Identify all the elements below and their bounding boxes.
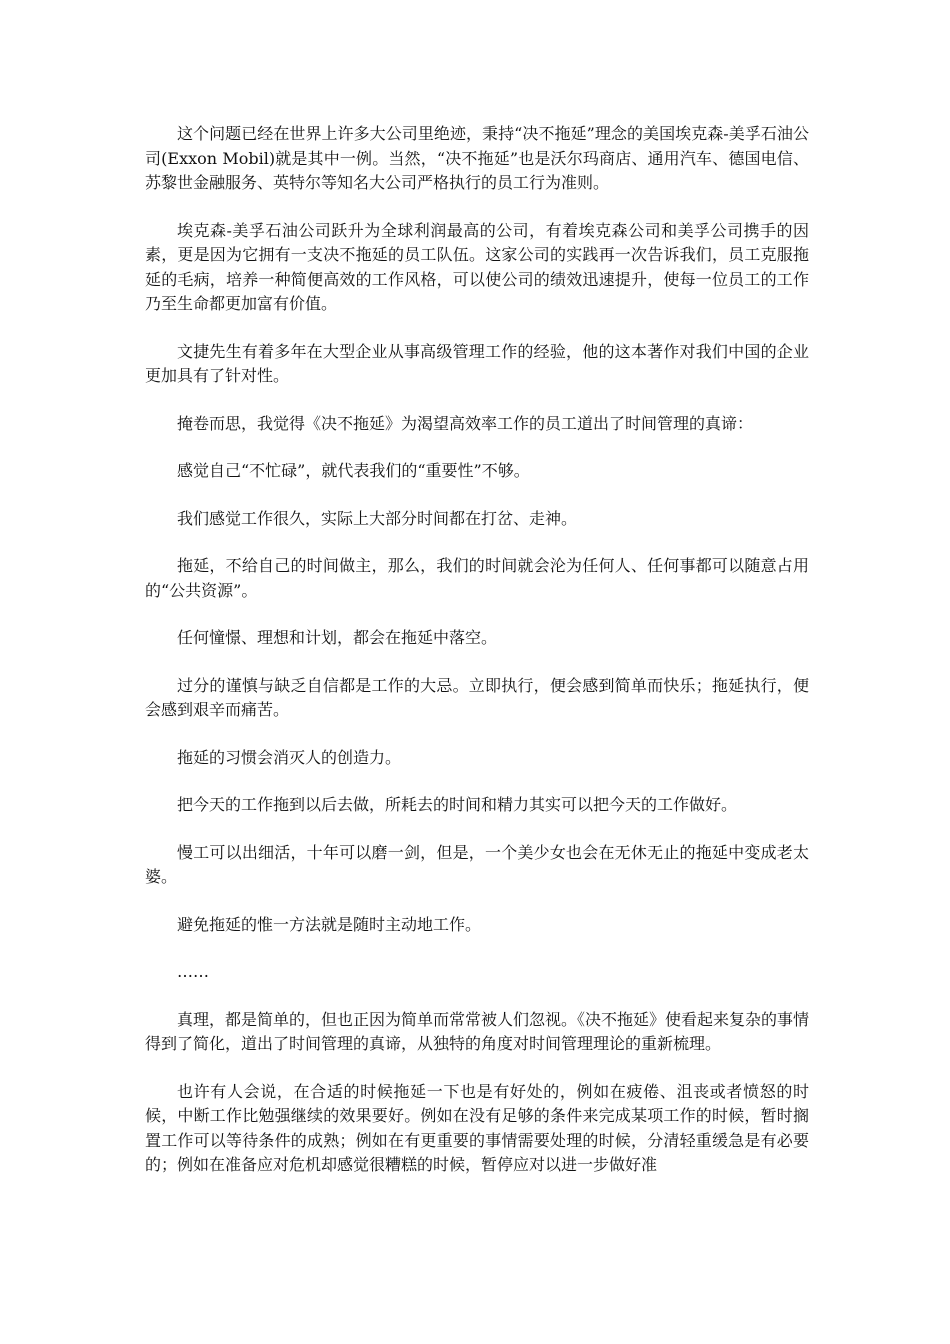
paragraph-caution: 过分的谨慎与缺乏自信都是工作的大忌。立即执行，便会感到简单而快乐；拖延执行，便会感到艰辛而痛苦。 [145,675,809,719]
paragraph-author-experience: 文捷先生有着多年在大型企业从事高级管理工作的经验，他的这本著作对我们中国的企业更加具有了针对性。 [145,341,809,385]
paragraph-plans-fail: 任何憧憬、理想和计划，都会在拖延中落空。 [177,628,498,647]
paragraph-distraction: 我们感觉工作很久，实际上大部分时间都在打岔、走神。 [177,508,578,528]
document-body [145,122,809,1201]
paragraph-creativity: 拖延的习惯会消灭人的创造力。 [177,747,402,767]
paragraph-exxon-profit: 埃克森-美孚石油公司跃升为全球利润最高的公司，有着埃克森公司和美孚公司携手的因素，更是因为它拥有一支决不拖延的员工队伍。这家公司的实践再一次告诉我们，员工克服拖延的毛病，培养一种简便高效的工作风格，可以使公司的绩效迅速提升，使每一位员工的工作乃至生命都更加富有价值。 [145,220,809,313]
paragraph-only-method: 避免拖延的惟一方法就是随时主动地工作。 [177,914,482,934]
paragraph-benefits-of-delay: 也许有人会说，在合适的时候拖延一下也是有好处的，例如在疲倦、沮丧或者愤怒的时候，中断工作比勉强继续的效果要好。例如在没有足够的条件来完成某项工作的时候，暂时搁置工作可以等待条件的成熟；例如在有更重要的事情需要处理的时候，分清轻重缓急是有必要的；例如在准备应对危机却感觉很糟糕的时候，暂停应对以进一步做好准 [145,1081,809,1174]
paragraph-exxon-intro: 这个问题已经在世界上许多大公司里绝迹，秉持“决不拖延”理念的美国埃克森-美孚石油公司(Exxon Mobil)就是其中一例。当然，“决不拖延”也是沃尔玛商店、通用汽车、德国电信、苏黎世金融服务、英特尔等知名大公司严格执行的员工行为准则。 [145,124,809,192]
paragraph-ellipsis: …… [177,962,209,981]
paragraph-truth: 真理，都是简单的，但也正因为简单而常常被人们忽视。《决不拖延》使看起来复杂的事情得到了简化，道出了时间管理的真谛，从独特的角度对时间管理理论的重新梳理。 [145,1009,810,1053]
paragraph-not-busy: 感觉自己“不忙碌”，就代表我们的“重要性”不够。 [177,461,530,480]
paragraph-reflection: 掩卷而思，我觉得《决不拖延》为渴望高效率工作的员工道出了时间管理的真谛： [177,413,754,433]
paragraph-public-resource: 拖延，不给自己的时间做主，那么，我们的时间就会沦为任何人、任何事都可以随意占用的“公共资源”。 [145,556,809,600]
paragraph-slow-work: 慢工可以出细活，十年可以磨一剑，但是，一个美少女也会在无休无止的拖延中变成老太婆。 [145,842,809,886]
paragraph-today-work: 把今天的工作拖到以后去做，所耗去的时间和精力其实可以把今天的工作做好。 [177,795,738,814]
